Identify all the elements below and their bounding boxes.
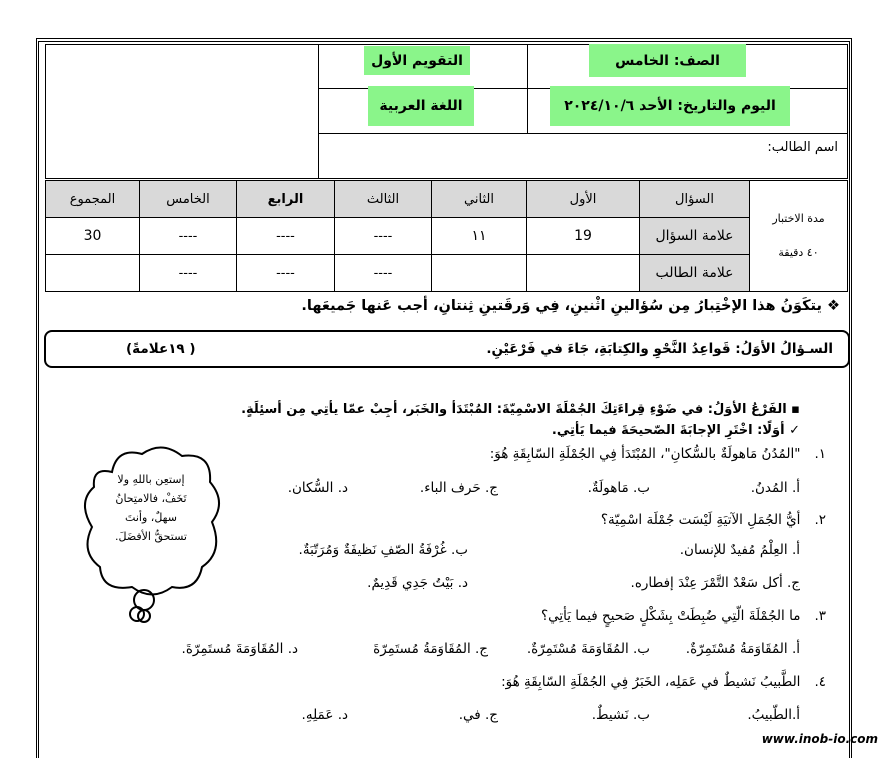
branch-heading: [241, 402, 800, 417]
mark-cell: ----: [237, 218, 335, 255]
answer-option[interactable]: د. السُّكان.: [287, 480, 348, 496]
mark-cell[interactable]: [46, 255, 140, 292]
question-number: ٤.: [814, 674, 826, 690]
diamond-bullet-icon: ❖: [821, 298, 840, 314]
answer-option[interactable]: ب. المُقَاوَمَةَ مُسْتَمِرّةٌ.: [526, 641, 650, 657]
question-text: الطَّبيبُ نَشيطٌ في عَمَلِه، الخَبَرُ فِي الجُمْلَةِ السّابِقَةِ هُوَ:: [501, 674, 801, 690]
instruction-text: يتكَوَنُ هذا الإخْتِبارُ مِن سُؤالينِ اثْنينِ، فِي وَرقَتينِ ثِنتانِ، أجب عَنها جَميعَها.: [301, 298, 822, 314]
header-blank-cell: [45, 44, 319, 179]
mark-cell: ----: [237, 255, 335, 292]
student-name-label: اسم الطالب:: [767, 140, 838, 155]
col-header: الخامس: [140, 181, 237, 218]
answer-option[interactable]: ب. نَشيطٌ.: [591, 707, 650, 723]
marks-table: [45, 180, 848, 292]
instruction: [301, 298, 840, 314]
answer-option[interactable]: د. المُقَاوَمَةَ مُستَمِرّةَ.: [181, 641, 298, 657]
part-text: أوَلًا: اخْتَرِ الإجابَةَ الصّحيحَةَ فيما يَأتِي.: [551, 423, 785, 438]
answer-option[interactable]: ب. غُرْفَةُ الصّفِ نَظيفَةٌ وَمُرَتّبَةٌ.: [298, 542, 468, 558]
duration-cell: [750, 181, 848, 292]
part-heading: [552, 423, 800, 438]
table-row: [46, 218, 848, 255]
watermark: www.inob-io.com: [761, 732, 878, 746]
branch-text: الفَرْعُ الأوَلُ: في ضَوْءِ قِراءَتِكَ الجُمْلَةَ الاسْمِيّةَ: المُبْتَدَأ والخَبَر، أجِبْ عمّا يأتِي مِن أسئِلَةٍ.: [241, 402, 787, 417]
mark-cell: ----: [140, 218, 237, 255]
mark-cell[interactable]: [527, 255, 640, 292]
mark-cell: ----: [335, 255, 432, 292]
answer-option[interactable]: أ.الطّبيبُ.: [747, 707, 800, 723]
question-text: أيُّ الجُمَلِ الآتيَةِ لَيْسَت جُمْلَة اسْمِيّة؟: [600, 512, 801, 528]
question1-marks: ( ١٩علامةً): [126, 341, 196, 357]
col-header: المجموع: [46, 181, 140, 218]
answer-option[interactable]: ج. أكل سَعْدٌ التَّمْرَ عِنْدَ إفطاره.: [630, 575, 800, 591]
mark-cell: 19: [527, 218, 640, 255]
col-header: الرابع: [237, 181, 335, 218]
mark-cell: 30: [46, 218, 140, 255]
cloud-text: إستعِن باللهِ ولا تَخَفْ، فالامتِحانُ سهلٌ، وأنتَ تستحقُّ الأفضَلَ.: [115, 473, 187, 543]
answer-option[interactable]: أ. العِلْمُ مُفيدٌ للإنسان.: [679, 542, 800, 558]
duration-label: مدة الاختبار: [772, 212, 825, 225]
answer-option[interactable]: أ. المُدنُ.: [750, 480, 800, 496]
answer-option[interactable]: د. عَمَلِهِ.: [301, 707, 348, 723]
question-number: ٣.: [814, 608, 826, 624]
col-header: الأول: [527, 181, 640, 218]
question-number: ٢.: [814, 512, 826, 528]
question-item: [501, 674, 826, 690]
date-label: اليوم والتاريخ: الأحد ٢٠٢٤/١٠/٦: [550, 86, 790, 126]
row-label: علامة السؤال: [640, 218, 750, 255]
question-text: "المُدُنُ مَاهولَةٌ بالسُّكانِ"، المُبْتَدَأ فِي الجُمْلَةِ السّابِقَةِ هُوَ:: [489, 446, 801, 462]
answer-option[interactable]: د. بَيْتُ جَدِي قَدِيمٌ.: [367, 575, 468, 591]
answer-option[interactable]: ج. في.: [458, 707, 498, 723]
row-label: علامة الطالب: [640, 255, 750, 292]
answer-option[interactable]: ب. مَاهولَةٌ.: [587, 480, 650, 496]
mark-cell: ----: [335, 218, 432, 255]
question1-title: السـؤالُ الأوَلُ: قَواعِدُ النَّحْوِ والكِتابَةِ، جَاءَ في فَرْعَيْنِ.: [486, 341, 833, 357]
duration-value: ٤٠ دقيقة: [778, 246, 819, 259]
col-header: السؤال: [640, 181, 750, 218]
mark-cell: ١١: [432, 218, 527, 255]
mark-cell[interactable]: [432, 255, 527, 292]
question-text: ما الجُمْلَةَ الّتِي ضُبِطَتْ بِشَكْلٍ صَحيحٍ فيما يَأتِي؟: [540, 608, 801, 624]
question-item: [601, 512, 826, 528]
answer-option[interactable]: ج. حَرف الباء.: [419, 480, 498, 496]
question-item: [541, 608, 826, 624]
table-row: [46, 255, 848, 292]
grade-label: الصف: الخامس: [589, 44, 746, 77]
square-bullet-icon: ▪: [786, 402, 800, 417]
question-number: ١.: [814, 446, 826, 462]
col-header: الثاني: [432, 181, 527, 218]
answer-option[interactable]: ج. المُقَاوَمَةُ مُستَمِرّةَ: [373, 641, 488, 657]
question-item: [490, 446, 826, 462]
col-header: الثالث: [335, 181, 432, 218]
checkmark-icon: ✓: [784, 423, 800, 438]
mark-cell: ----: [140, 255, 237, 292]
subject-label: اللغة العربية: [368, 86, 474, 126]
evaluation-label: التقويم الأول: [364, 46, 470, 75]
answer-option[interactable]: أ. المُقَاوَمَةُ مُسْتَمِرّةٌ.: [685, 641, 800, 657]
